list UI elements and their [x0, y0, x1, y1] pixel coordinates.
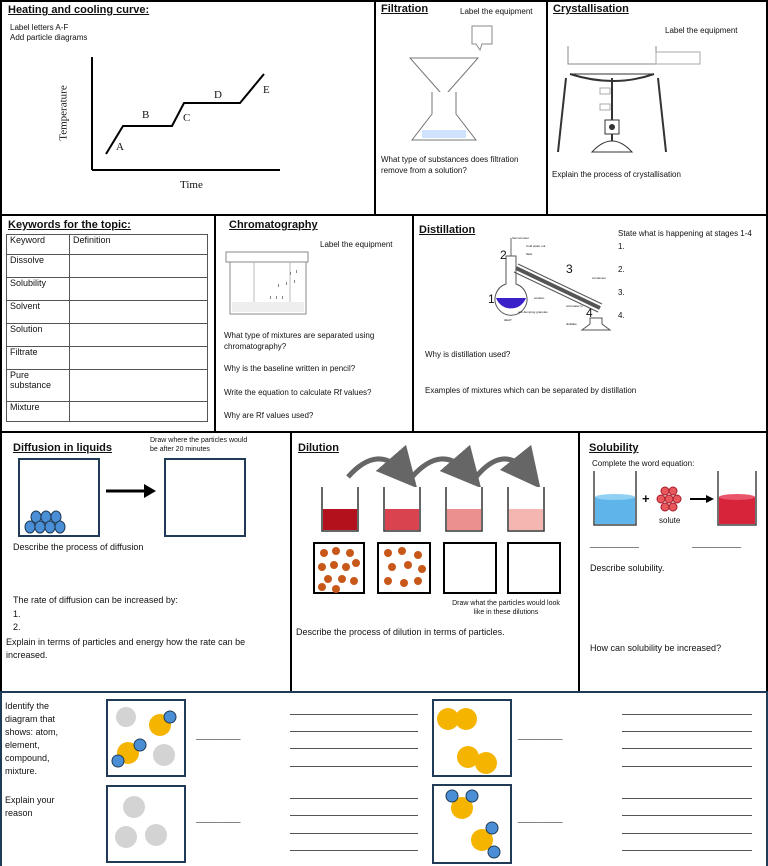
crystallisation-question: Explain the process of crystallisation: [552, 170, 681, 179]
distillation-diagram: [414, 216, 768, 435]
dl-solution: solution: [534, 296, 545, 300]
answer-line[interactable]: [622, 833, 752, 834]
dl-flask: flask: [526, 252, 533, 256]
answer-blank-1[interactable]: __________: [196, 731, 241, 740]
dilution-title: Dilution: [298, 442, 339, 454]
answer-line[interactable]: [290, 714, 418, 715]
heating-title: Heating and cooling curve:: [8, 4, 150, 16]
filtration-diagram: [376, 2, 550, 218]
chromatography-q2: Why is the baseline written in pencil?: [224, 364, 356, 373]
filtration-label: Label the equipment: [460, 7, 533, 16]
dilution-describe: Describe the process of dilution in terms of particles.: [296, 627, 505, 637]
kw-def-cell[interactable]: [70, 347, 208, 370]
diffusion-explain: Explain in terms of particles and energy how the rate can be increased.: [6, 637, 246, 660]
kw-def-cell[interactable]: [70, 278, 208, 301]
letter-c: C: [183, 112, 191, 124]
answer-blank-4[interactable]: __________: [518, 814, 563, 823]
diffusion-panel: [0, 431, 292, 693]
diffusion-draw-note: Draw where the particles would be after 20 minutes: [150, 437, 248, 453]
dilution-draw-note: Draw what the particles would look like in these dilutions: [452, 600, 560, 616]
crystallisation-title: Crystallisation: [553, 3, 629, 15]
letter-a: A: [116, 141, 124, 153]
dilution-beakers: [292, 433, 582, 543]
diagram-element-molecules: [432, 699, 512, 777]
dilution-panel: [290, 431, 580, 693]
chromatography-title: Chromatography: [229, 219, 318, 231]
letter-d: D: [214, 89, 222, 101]
crystallisation-label: Label the equipment: [665, 26, 738, 35]
kw-row: Solvent: [7, 301, 70, 324]
identify-panel: [0, 691, 768, 866]
distillation-title: Distillation: [419, 224, 476, 236]
crystallisation-diagram: [548, 2, 768, 218]
diagram-compound: [432, 784, 512, 864]
diagram-num-4: 4: [586, 306, 593, 320]
kw-row: Filtrate: [7, 347, 70, 370]
solubility-blank-2[interactable]: ___________: [692, 539, 741, 548]
distillation-q1: Why is distillation used?: [425, 350, 511, 359]
answer-line[interactable]: [290, 798, 418, 799]
dl-cold-in: cold water in: [566, 304, 583, 308]
answer-line[interactable]: [290, 850, 418, 851]
solubility-describe: Describe solubility.: [590, 563, 665, 573]
diagram-num-1: 1: [488, 292, 495, 306]
diffusion-point-1: 1.: [13, 609, 21, 619]
heating-instr-2: Add particle diagrams: [10, 33, 88, 42]
letter-b: B: [142, 109, 150, 121]
solubility-blank-1[interactable]: ___________: [590, 539, 639, 548]
dilution-particle-boxes: [292, 541, 582, 601]
keywords-title: Keywords for the topic:: [8, 219, 131, 231]
diffusion-describe: Describe the process of diffusion: [13, 542, 144, 552]
stage-3: 3.: [618, 288, 625, 297]
heating-xlabel: Time: [180, 179, 203, 191]
kw-def-cell[interactable]: [70, 324, 208, 347]
solubility-increase: How can solubility be increased?: [590, 643, 722, 653]
stage-1: 1.: [618, 242, 625, 251]
diagram-element-atoms: [106, 785, 186, 863]
solubility-title: Solubility: [589, 442, 639, 454]
letter-e: E: [263, 84, 270, 96]
stage-4: 4.: [618, 311, 625, 320]
diagram-num-2: 2: [500, 248, 507, 262]
dl-heat: HEAT: [504, 318, 512, 322]
kw-header-keyword: Keyword: [7, 235, 70, 255]
keywords-panel: [0, 214, 216, 433]
filtration-panel: [374, 0, 548, 216]
distillation-panel: [412, 214, 768, 433]
solubility-solute: solute: [659, 516, 681, 525]
stage-2: 2.: [618, 265, 625, 274]
answer-line[interactable]: [290, 766, 418, 767]
diffusion-point-2: 2.: [13, 622, 21, 632]
dl-cold-out: Cold water out: [526, 244, 546, 248]
answer-line[interactable]: [290, 833, 418, 834]
kw-row: Mixture: [7, 402, 70, 422]
kw-def-cell[interactable]: [70, 370, 208, 402]
answer-line[interactable]: [622, 815, 752, 816]
distillation-q2: Examples of mixtures which can be separated by distillation: [425, 386, 637, 395]
filtration-title: Filtration: [381, 3, 429, 15]
kw-def-cell[interactable]: [70, 301, 208, 324]
solubility-equation: [580, 433, 768, 503]
answer-line[interactable]: [622, 850, 752, 851]
chromatography-q3: Write the equation to calculate Rf values?: [224, 388, 372, 397]
answer-line[interactable]: [622, 714, 752, 715]
heating-ylabel: Temperature: [57, 85, 70, 141]
answer-line[interactable]: [290, 815, 418, 816]
answer-line[interactable]: [622, 766, 752, 767]
chromatography-panel: [214, 214, 414, 433]
crystallisation-panel: [546, 0, 768, 216]
diffusion-arrow: [102, 481, 162, 501]
keywords-table: [6, 234, 208, 422]
diffusion-title: Diffusion in liquids: [13, 442, 112, 454]
dl-thermometer: thermometer: [512, 236, 530, 240]
identify-prompt: Identify the diagram that shows: atom, element, compound, mixture.: [5, 701, 59, 776]
answer-line[interactable]: [622, 748, 752, 749]
kw-row: Dissolve: [7, 255, 70, 278]
identify-explain: Explain your reason: [5, 795, 55, 818]
distillation-stages-prompt: State what is happening at stages 1-4: [618, 229, 752, 238]
diagram-num-3: 3: [566, 262, 573, 276]
answer-blank-3[interactable]: __________: [196, 814, 241, 823]
dl-antibump: anti-bumping granules: [518, 310, 548, 314]
heating-instr-1: Label letters A-F: [10, 23, 69, 32]
heating-curve-panel: [0, 0, 376, 216]
diagram-mixture: [106, 699, 186, 777]
kw-row: Solubility: [7, 278, 70, 301]
solubility-plus: +: [642, 491, 650, 506]
chromatography-diagram: [216, 216, 416, 435]
dl-condenser: condenser: [592, 276, 607, 280]
kw-row: Solution: [7, 324, 70, 347]
chromatography-label: Label the equipment: [320, 240, 393, 249]
solubility-panel: [578, 431, 768, 693]
diffusion-box-end[interactable]: [164, 458, 246, 537]
chromatography-q1: What type of mixtures are separated using chromatography?: [224, 331, 375, 351]
answer-line[interactable]: [622, 798, 752, 799]
solubility-prompt: Complete the word equation:: [592, 459, 695, 468]
answer-blank-2[interactable]: __________: [518, 731, 563, 740]
diffusion-rate: The rate of diffusion can be increased by:: [13, 595, 178, 605]
answer-line[interactable]: [290, 731, 418, 732]
kw-row: Pure substance: [7, 370, 70, 402]
answer-line[interactable]: [622, 731, 752, 732]
kw-def-cell[interactable]: [70, 402, 208, 422]
chromatography-q4: Why are Rf values used?: [224, 411, 314, 420]
dl-distillate: distillate: [566, 322, 577, 326]
kw-header-definition: Definition: [70, 235, 208, 255]
kw-def-cell[interactable]: [70, 255, 208, 278]
filtration-question: What type of substances does filtration remove from a solution?: [381, 155, 519, 175]
answer-line[interactable]: [290, 748, 418, 749]
